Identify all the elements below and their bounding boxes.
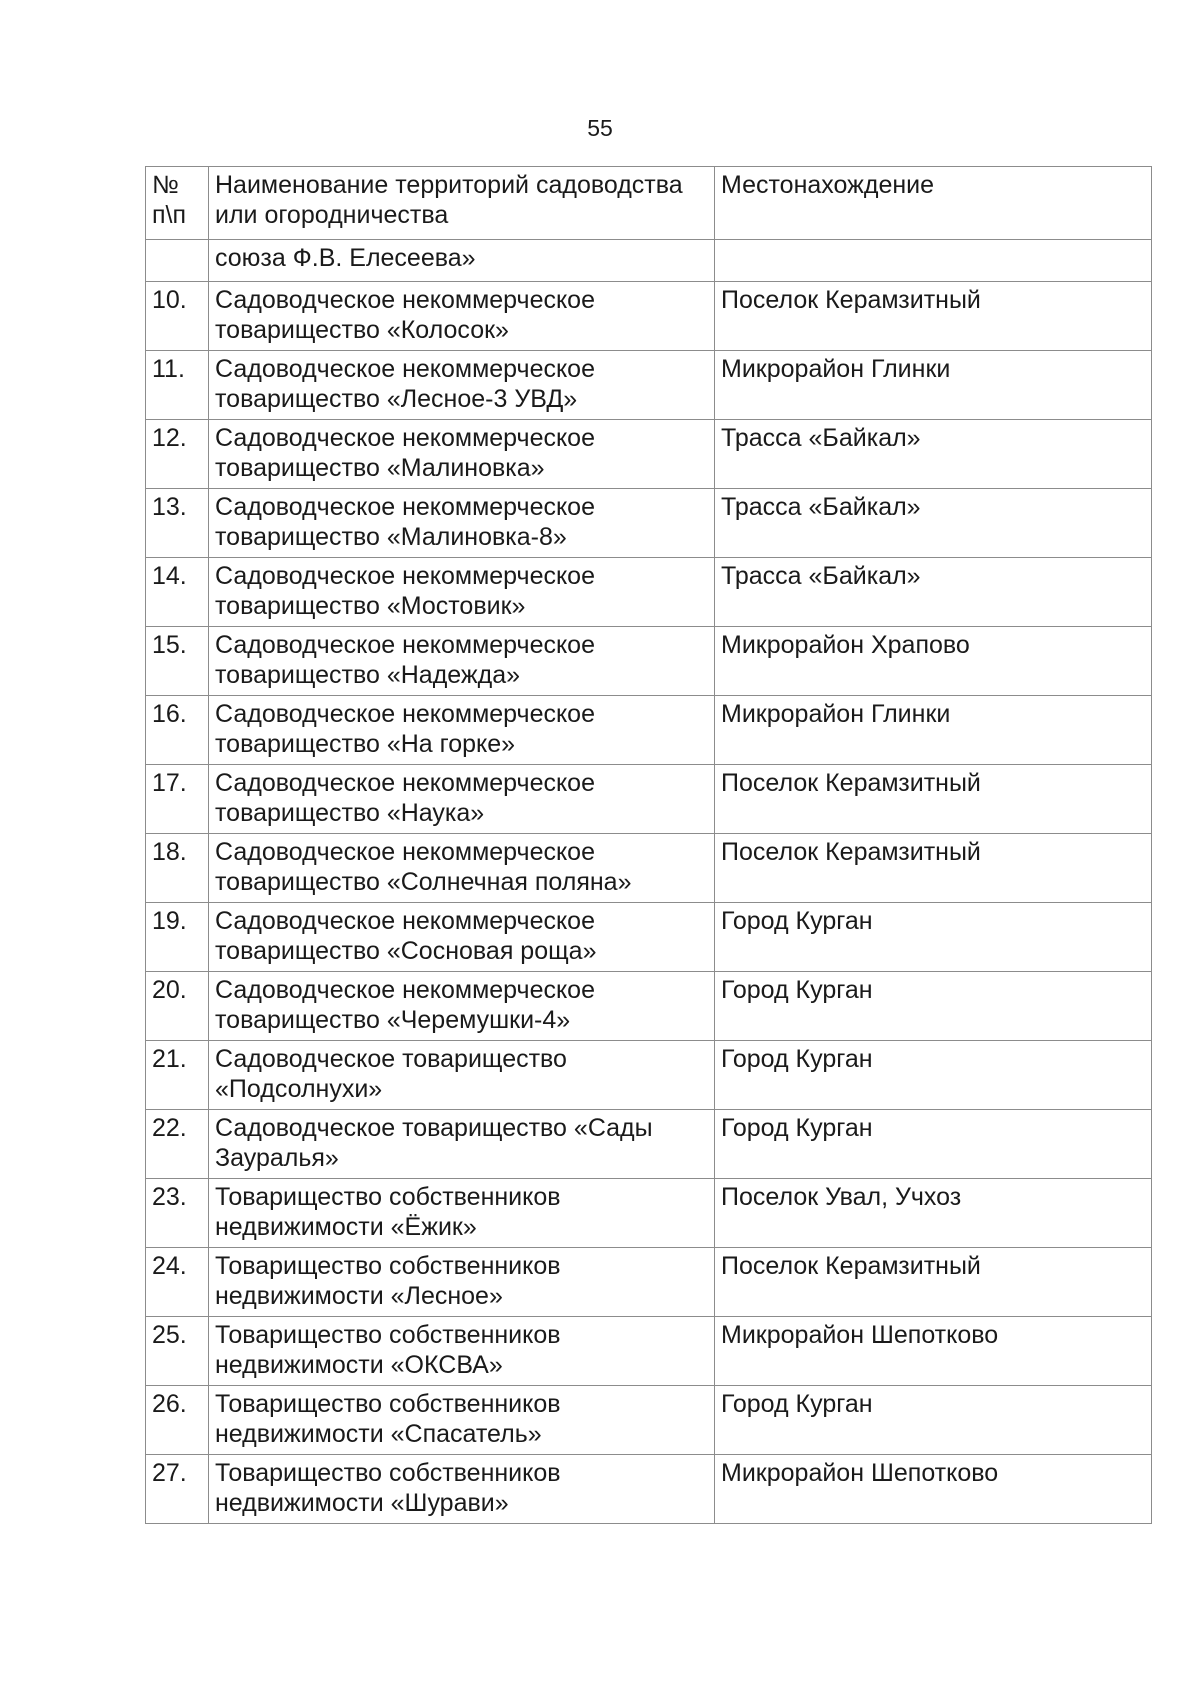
row-number: 14. xyxy=(146,558,209,627)
row-name-line1: Садоводческое некоммерческое xyxy=(215,769,595,797)
row-name-line2: товарищество «Мостовик» xyxy=(215,592,526,620)
row-name-line2: товарищество «Черемушки-4» xyxy=(215,1006,571,1034)
table-row xyxy=(146,420,1152,489)
row-number: 23. xyxy=(146,1179,209,1248)
row-name xyxy=(209,1317,715,1386)
table-row xyxy=(146,1110,1152,1179)
row-name-line2: недвижимости «Ёжик» xyxy=(215,1213,477,1241)
row-name xyxy=(209,351,715,420)
header-number-line2: п\п xyxy=(152,201,187,229)
row-name-line2: товарищество «На горке» xyxy=(215,730,516,758)
row-name-line2: товарищество «Малиновка» xyxy=(215,454,545,482)
row-number: 16. xyxy=(146,696,209,765)
row-name-line1: Товарищество собственников xyxy=(215,1321,561,1349)
row-name xyxy=(209,903,715,972)
row-location: Микрорайон Шепотково xyxy=(715,1317,1152,1386)
row-name-line1: Садоводческое некоммерческое xyxy=(215,493,595,521)
row-name-line2: товарищество «Лесное-3 УВД» xyxy=(215,385,578,413)
row-number: 22. xyxy=(146,1110,209,1179)
row-location: Город Курган xyxy=(715,1386,1152,1455)
table-row xyxy=(146,351,1152,420)
header-location-text: Местонахождение xyxy=(721,171,935,199)
row-number: 13. xyxy=(146,489,209,558)
row-name xyxy=(209,765,715,834)
row-name xyxy=(209,1179,715,1248)
row-number: 25. xyxy=(146,1317,209,1386)
row-number: 12. xyxy=(146,420,209,489)
table-row xyxy=(146,696,1152,765)
row-name-line1: Садоводческое некоммерческое xyxy=(215,355,595,383)
table-row xyxy=(146,903,1152,972)
table-row xyxy=(146,1179,1152,1248)
table-row xyxy=(146,834,1152,903)
row-name xyxy=(209,1041,715,1110)
row-name-line1: Садоводческое товарищество xyxy=(215,1045,567,1073)
row-name xyxy=(209,972,715,1041)
row-location: Поселок Керамзитный xyxy=(715,1248,1152,1317)
row-name xyxy=(209,558,715,627)
row-number: 10. xyxy=(146,282,209,351)
row-number: 19. xyxy=(146,903,209,972)
table-row xyxy=(146,627,1152,696)
row-name-line2: товарищество «Малиновка-8» xyxy=(215,523,567,551)
row-name-line2: товарищество «Сосновая роща» xyxy=(215,937,597,965)
row-name-line1: Садоводческое некоммерческое xyxy=(215,838,595,866)
row-name: союза Ф.В. Елесеева» xyxy=(209,240,715,282)
row-location: Поселок Керамзитный xyxy=(715,765,1152,834)
row-name-line2: Зауралья» xyxy=(215,1144,339,1172)
table-row xyxy=(146,558,1152,627)
row-location: Трасса «Байкал» xyxy=(715,558,1152,627)
table-row xyxy=(146,1386,1152,1455)
row-name-line1: Садоводческое некоммерческое xyxy=(215,286,595,314)
row-name-line2: недвижимости «Лесное» xyxy=(215,1282,503,1310)
table-row xyxy=(146,972,1152,1041)
row-location: Город Курган xyxy=(715,972,1152,1041)
table-row xyxy=(146,1455,1152,1524)
table-row xyxy=(146,765,1152,834)
territories-table xyxy=(145,166,1152,1524)
row-name-line2: товарищество «Надежда» xyxy=(215,661,521,689)
header-name-line2: или огородничества xyxy=(215,201,449,229)
row-name xyxy=(209,489,715,558)
row-location: Город Курган xyxy=(715,1041,1152,1110)
row-name-line1: Товарищество собственников xyxy=(215,1183,561,1211)
row-location: Трасса «Байкал» xyxy=(715,489,1152,558)
row-location: Микрорайон Глинки xyxy=(715,351,1152,420)
row-number: 26. xyxy=(146,1386,209,1455)
row-name xyxy=(209,1110,715,1179)
header-location xyxy=(715,167,1152,240)
row-number: 15. xyxy=(146,627,209,696)
row-name xyxy=(209,1386,715,1455)
row-name xyxy=(209,1248,715,1317)
row-location: Город Курган xyxy=(715,1110,1152,1179)
row-number: 27. xyxy=(146,1455,209,1524)
row-name-line1: Товарищество собственников xyxy=(215,1252,561,1280)
row-location: Трасса «Байкал» xyxy=(715,420,1152,489)
row-location: Микрорайон Глинки xyxy=(715,696,1152,765)
row-name-line1: Садоводческое товарищество «Сады xyxy=(215,1114,653,1142)
table-header-row xyxy=(146,167,1152,240)
row-name-line1: Садоводческое некоммерческое xyxy=(215,976,595,1004)
row-number: 20. xyxy=(146,972,209,1041)
row-location xyxy=(715,240,1152,282)
row-name xyxy=(209,627,715,696)
row-name-line1: Товарищество собственников xyxy=(215,1390,561,1418)
row-number: 18. xyxy=(146,834,209,903)
row-name-line1: Садоводческое некоммерческое xyxy=(215,700,595,728)
table-row xyxy=(146,1248,1152,1317)
row-location: Город Курган xyxy=(715,903,1152,972)
header-number xyxy=(146,167,209,240)
table-row xyxy=(146,1317,1152,1386)
page-number: 55 xyxy=(587,115,613,141)
row-location: Поселок Керамзитный xyxy=(715,282,1152,351)
row-name xyxy=(209,1455,715,1524)
row-number xyxy=(146,240,209,282)
row-location: Микрорайон Храпово xyxy=(715,627,1152,696)
row-name-line2: товарищество «Колосок» xyxy=(215,316,509,344)
row-number: 17. xyxy=(146,765,209,834)
row-name xyxy=(209,834,715,903)
row-name-line1: Товарищество собственников xyxy=(215,1459,561,1487)
continuation-row xyxy=(146,240,1152,282)
row-name-line1: Садоводческое некоммерческое xyxy=(215,424,595,452)
table-row xyxy=(146,282,1152,351)
row-location: Поселок Керамзитный xyxy=(715,834,1152,903)
row-name-line1: Садоводческое некоммерческое xyxy=(215,907,595,935)
row-number: 11. xyxy=(146,351,209,420)
row-name xyxy=(209,420,715,489)
row-number: 21. xyxy=(146,1041,209,1110)
row-name-line1: Садоводческое некоммерческое xyxy=(215,631,595,659)
table-row xyxy=(146,1041,1152,1110)
row-name-line2: товарищество «Наука» xyxy=(215,799,485,827)
row-name-line1: Садоводческое некоммерческое xyxy=(215,562,595,590)
row-name-line2: недвижимости «ОКСВА» xyxy=(215,1351,503,1379)
header-number-line1: № xyxy=(152,171,179,199)
header-name-line1: Наименование территорий садоводства xyxy=(215,171,683,199)
row-name-line2: «Подсолнухи» xyxy=(215,1075,383,1103)
row-location: Поселок Увал, Учхоз xyxy=(715,1179,1152,1248)
row-name-line2: недвижимости «Спасатель» xyxy=(215,1420,542,1448)
row-number: 24. xyxy=(146,1248,209,1317)
row-name xyxy=(209,696,715,765)
header-name xyxy=(209,167,715,240)
table-row xyxy=(146,489,1152,558)
row-name xyxy=(209,282,715,351)
row-location: Микрорайон Шепотково xyxy=(715,1455,1152,1524)
row-name-line2: недвижимости «Шурави» xyxy=(215,1489,509,1517)
row-name-line2: товарищество «Солнечная поляна» xyxy=(215,868,632,896)
